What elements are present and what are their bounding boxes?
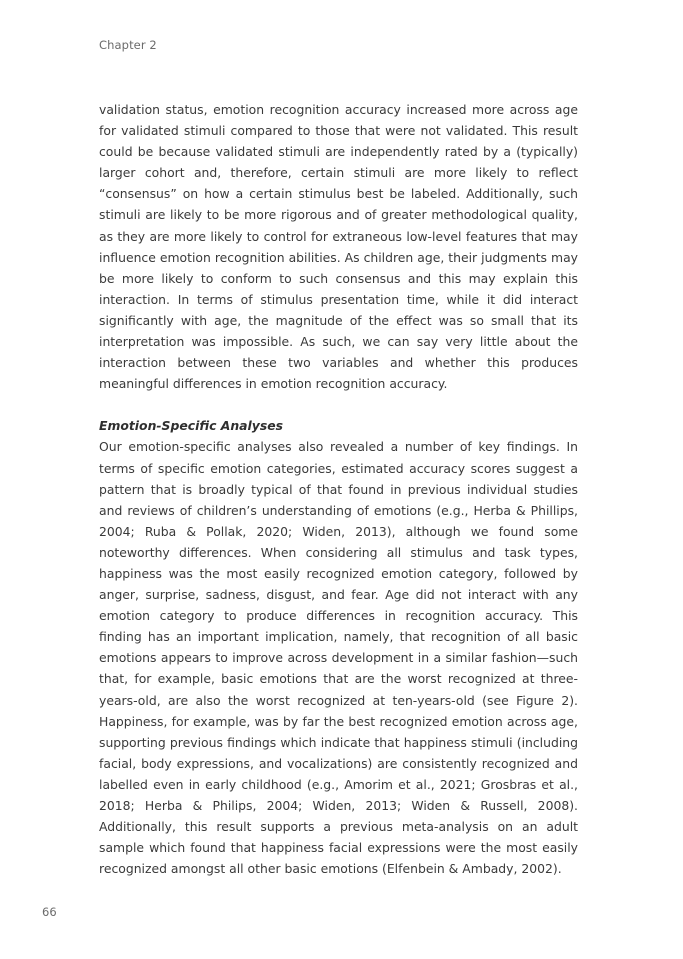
body-text — [99, 99, 578, 879]
page-number: 66 — [42, 905, 57, 919]
section-heading: Emotion-Specific Analyses — [99, 418, 283, 434]
running-head: Chapter 2 — [99, 38, 157, 52]
paragraph-emotion-specific: Our emotion-specific analyses also revealed a number of key findings. In terms of specific emotion categories, estimated accuracy scores suggest a pattern that is broadly typical of that found in previous individual studies and reviews of children’s understanding of emotions (e.g., Herba & Phillips, 2004; Ruba & Pollak, 2020; Widen, 2013), although we found some noteworthy differences. When considering all stimulus and task types, happiness was the most easily recognized emotion category, followed by anger, surprise, sadness, disgust, and fear. Age did not interact with any emotion category to produce differences in recognition accuracy. This finding has an important implication, namely, that recognition of all basic emotions appears to improve across development in a similar fashion—such that, for example, basic emotions that are the worst recognized at three-years-old, are also the worst recognized at ten-years-old (see Figure 2). Happiness, for example, was by far the best recognized emotion across age, supporting previous findings which indicate that happiness stimuli (including facial, body expressions, and vocalizations) are consistently recognized and labelled even in early childhood (e.g., Amorim et al., 2021; Grosbras et al., 2018; Herba & Philips, 2004; Widen, 2013; Widen & Russell, 2008). Additionally, this result supports a previous meta-analysis on an adult sample which found that happiness facial expressions were the most easily recognized amongst all other basic emotions (Elfenbein & Ambady, 2002). — [99, 439, 578, 877]
paragraph-validation-status: validation status, emotion recognition accuracy increased more across age for validated stimuli compared to those that were not validated. This result could be because validated stimuli are independently rated by a (typically) larger cohort and, therefore, certain stimuli are more likely to reflect “consensus” on how a certain stimulus best be labeled. Additionally, such stimuli are likely to be more rigorous and of greater methodological quality, as they are more likely to control for extraneous low-level features that may influence emotion recognition abilities. As children age, their judgments may be more likely to conform to such consensus and this may explain this interaction. In terms of stimulus presentation time, while it did interact significantly with age, the magnitude of the effect was so small that its interpretation was impossible. As such, we can say very little about the interaction between these two variables and whether this produces meaningful differences in emotion recognition accuracy. — [99, 102, 578, 392]
